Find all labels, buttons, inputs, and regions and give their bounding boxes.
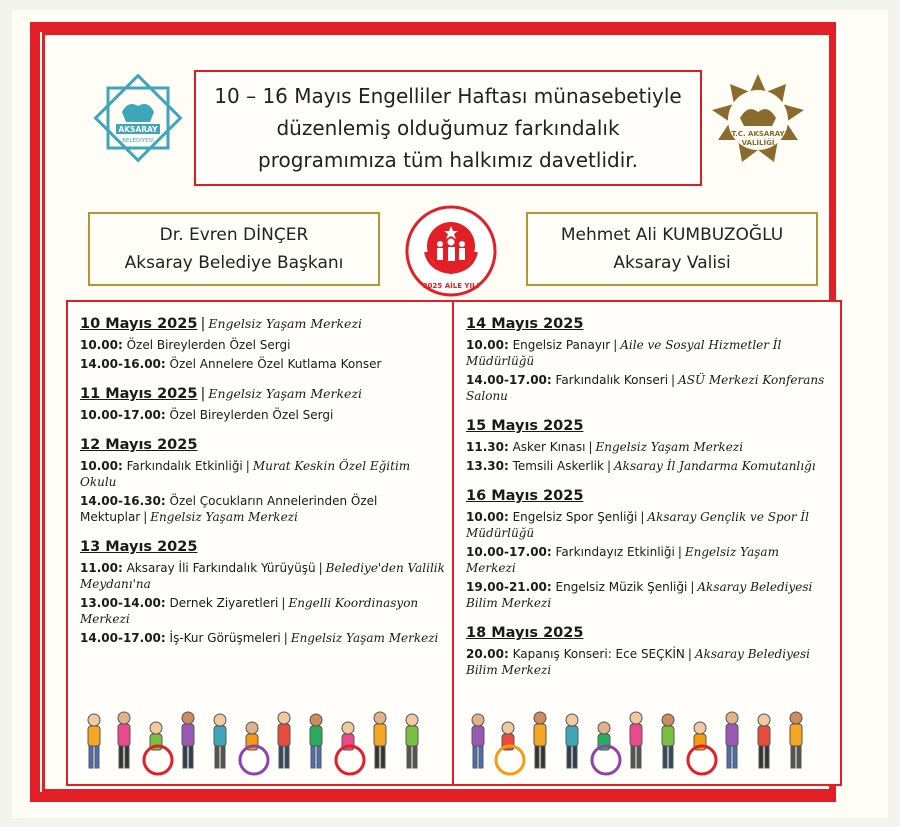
day-date: 18 Mayıs 2025 bbox=[466, 625, 584, 641]
svg-text:VALİLİĞİ: VALİLİĞİ bbox=[741, 139, 775, 147]
svg-text:AKSARAY: AKSARAY bbox=[118, 125, 158, 134]
family-year-emblem-icon bbox=[404, 204, 498, 298]
column-divider bbox=[452, 302, 454, 786]
event-item: 10.00: Farkındalık Etkinliği | Murat Keskin Özel Eğitim Okulu bbox=[80, 459, 411, 489]
event-item: 14.00-17.00: İş-Kur Görüşmeleri | Engelsiz Yaşam Merkezi bbox=[80, 631, 439, 645]
event-item: 14.00-16.00: Özel Annelere Özel Kutlama Konser bbox=[80, 357, 382, 371]
event-item: 11.00: Aksaray İli Farkındalık Yürüyüşü | Belediye'den Valilik Meydanı'na bbox=[80, 561, 445, 591]
frame-top-bar bbox=[30, 22, 836, 32]
day-block bbox=[80, 435, 446, 525]
event-item: 14.00-16.30: Özel Çocukların Annelerinden Özel Mektuplar | Engelsiz Yaşam Merkezi bbox=[80, 494, 378, 524]
invitation-text-box bbox=[194, 70, 702, 186]
day-block bbox=[466, 623, 832, 678]
frame-left-bar bbox=[30, 22, 40, 802]
event-item: 11.30: Asker Kınası | Engelsiz Yaşam Merkezi bbox=[466, 440, 744, 454]
event-item: 13.00-14.00: Dernek Ziyaretleri | Engelli Koordinasyon Merkezi bbox=[80, 596, 419, 626]
governor-box bbox=[526, 212, 818, 286]
event-item: 19.00-21.00: Engelsiz Müzik Şenliği | Aksaray Belediyesi Bilim Merkezi bbox=[466, 580, 813, 610]
mayor-box bbox=[88, 212, 380, 286]
svg-text:2025 AİLE YILI: 2025 AİLE YILI bbox=[422, 282, 480, 290]
schedule-column-left bbox=[80, 314, 446, 658]
day-place: Engelsiz Yaşam Merkezi bbox=[208, 386, 363, 401]
mayor-title: Aksaray Belediye Başkanı bbox=[124, 253, 344, 273]
day-date: 12 Mayıs 2025 bbox=[80, 437, 198, 453]
day-date: 10 Mayıs 2025 bbox=[80, 316, 198, 332]
day-block: 10 Mayıs 2025 | Engelsiz Yaşam Merkezi 10.00: Özel Bireylerden Özel Sergi 14.00-16.00: Özel Annelere Özel Kutlama Konser bbox=[80, 314, 446, 372]
event-item: 10.00: Engelsiz Panayır | Aile ve Sosyal Hizmetler İl Müdürlüğü bbox=[466, 338, 782, 368]
day-block bbox=[80, 537, 446, 646]
event-item: 14.00-17.00: Farkındalık Konseri | ASÜ Merkezi Konferans Salonu bbox=[466, 373, 825, 403]
governorship-emblem-icon bbox=[708, 70, 808, 170]
day-date: 16 Mayıs 2025 bbox=[466, 488, 584, 504]
children-illustration-icon bbox=[460, 698, 826, 778]
day-block bbox=[466, 314, 832, 404]
event-item: 10.00-17.00: Farkındayız Etkinliği | Engelsiz Yaşam Merkezi bbox=[466, 545, 779, 575]
day-place: Engelsiz Yaşam Merkezi bbox=[208, 316, 363, 331]
mayor-name: Dr. Evren DİNÇER bbox=[159, 225, 309, 245]
governor-title: Aksaray Valisi bbox=[613, 253, 731, 273]
aile-yili-logo bbox=[404, 204, 498, 298]
day-date: 13 Mayıs 2025 bbox=[80, 539, 198, 555]
day-block bbox=[466, 486, 832, 611]
svg-text:BELEDİYESİ: BELEDİYESİ bbox=[122, 138, 154, 144]
event-item: 13.30: Temsili Askerlik | Aksaray İl Jandarma Komutanlığı bbox=[466, 459, 816, 473]
event-item: 10.00-17.00: Özel Bireylerden Özel Sergi bbox=[80, 408, 334, 422]
invitation-text: 10 – 16 Mayıs Engelliler Haftası münasebetiyle düzenlemiş olduğumuz farkındalık programımıza tüm halkımız davetlidir. bbox=[214, 84, 682, 172]
aksaray-belediyesi-logo bbox=[88, 68, 188, 168]
municipality-emblem-icon bbox=[88, 68, 188, 168]
schedule-column-right bbox=[466, 314, 832, 690]
day-date: 11 Mayıs 2025 bbox=[80, 386, 198, 402]
event-item: 20.00: Kapanış Konseri: Ece SEÇKİN | Aksaray Belediyesi Bilim Merkezi bbox=[466, 647, 810, 677]
day-block: 11 Mayıs 2025 | Engelsiz Yaşam Merkezi 10.00-17.00: Özel Bireylerden Özel Sergi bbox=[80, 384, 446, 423]
schedule-box bbox=[66, 300, 842, 786]
day-block bbox=[466, 416, 832, 474]
event-item: 10.00: Özel Bireylerden Özel Sergi bbox=[80, 338, 291, 352]
aksaray-valiligi-logo bbox=[708, 70, 808, 170]
svg-text:T.C. AKSARAY: T.C. AKSARAY bbox=[731, 130, 785, 138]
day-date: 14 Mayıs 2025 bbox=[466, 316, 584, 332]
frame-bottom-bar bbox=[30, 792, 836, 802]
governor-name: Mehmet Ali KUMBUZOĞLU bbox=[560, 225, 784, 245]
event-item: 10.00: Engelsiz Spor Şenliği | Aksaray Gençlik ve Spor İl Müdürlüğü bbox=[466, 510, 810, 540]
day-date: 15 Mayıs 2025 bbox=[466, 418, 584, 434]
children-illustration-icon bbox=[76, 698, 442, 778]
